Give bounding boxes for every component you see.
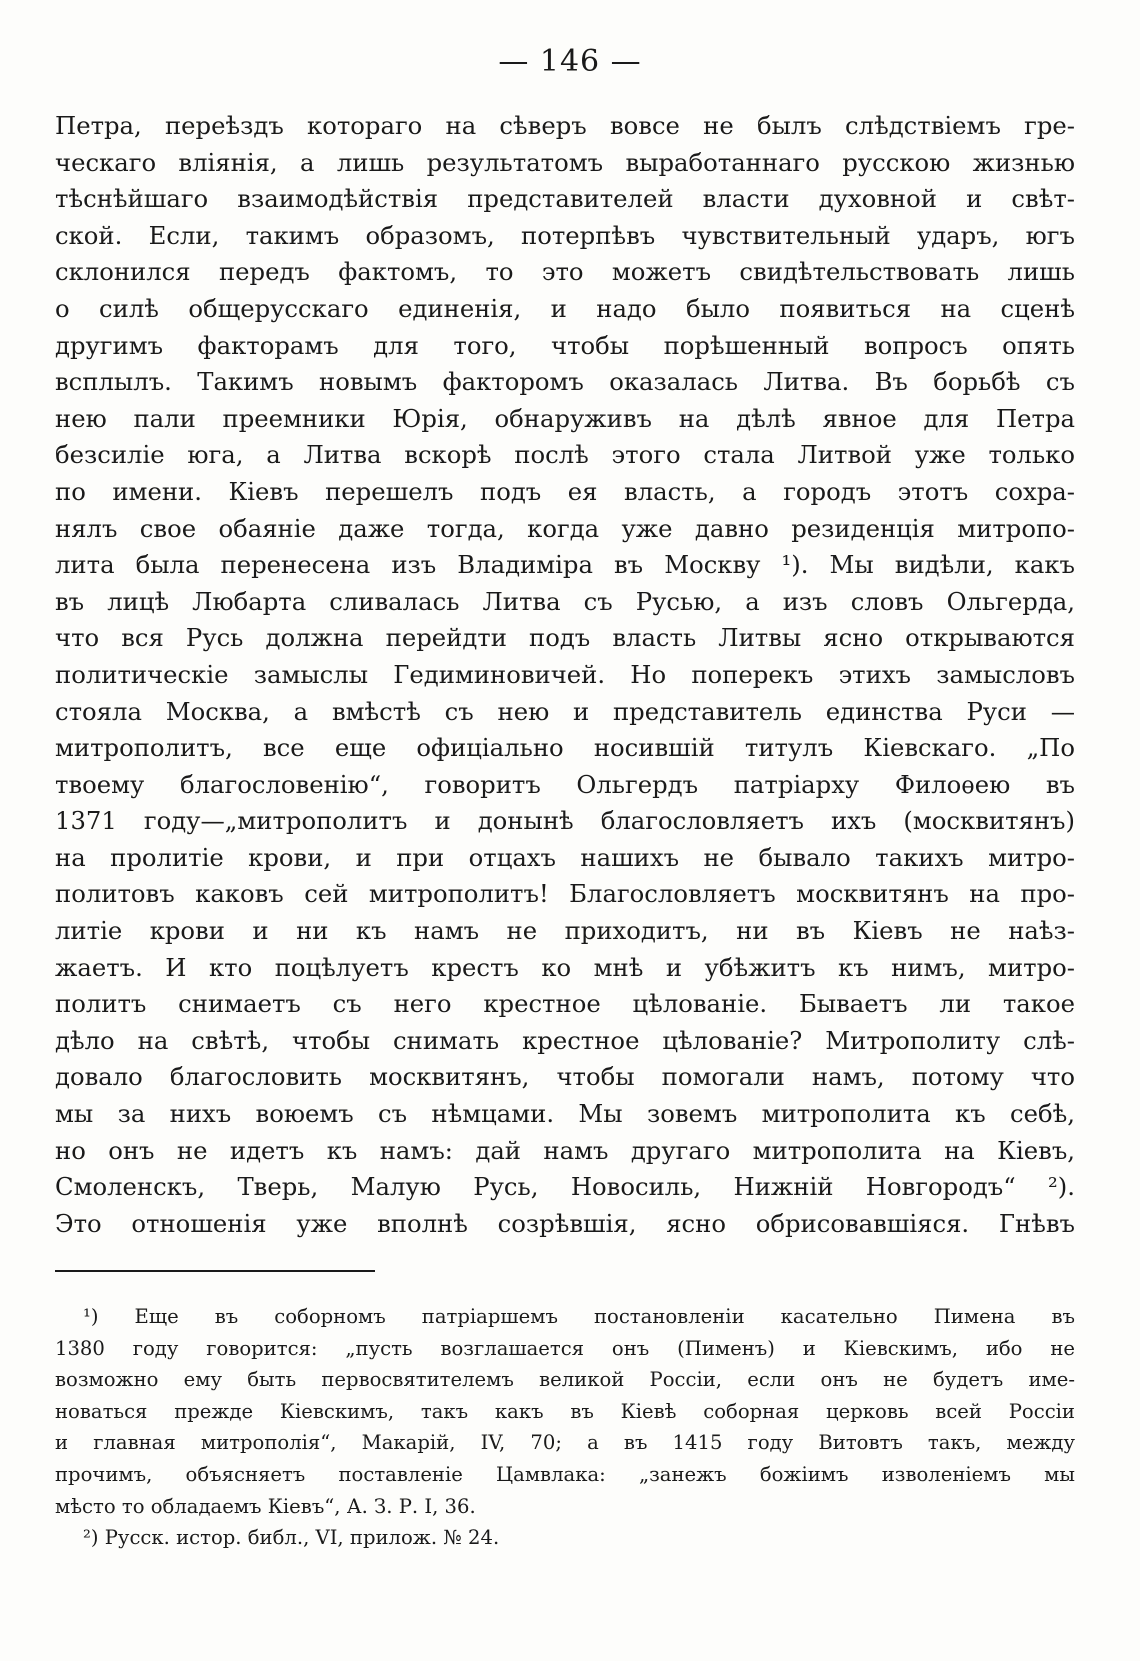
text-line: политовъ каковъ сей митрополитъ! Благословляетъ москвитянъ на про- [55,879,1075,909]
text-line: лита была перенесена изъ Владиміра въ Москву ¹). Мы видѣли, какъ [55,550,1075,580]
text-line: жаетъ. И кто поцѣлуетъ крестъ ко мнѣ и убѣжитъ къ нимъ, митро- [55,952,1075,982]
main-text [55,108,1075,1242]
page-number: — 146 — [498,44,642,79]
text-line: въ лицѣ Любарта сливалась Литва съ Русью, а изъ словъ Ольгерда, [55,586,1075,616]
text-line: ской. Если, такимъ образомъ, потерпѣвъ чувствительный ударъ, югъ [55,220,1075,250]
text-line: Смоленскъ, Тверь, Малую Русь, Новосиль, Нижній Новгородъ“ ²). [55,1172,1075,1202]
text-line: стояла Москва, а вмѣстѣ съ нею и представитель единства Руси — [55,696,1075,726]
text-line: политическіе замыслы Гедиминовичей. Но поперекъ этихъ замысловъ [55,659,1075,689]
text-line: 1371 году—„митрополитъ и донынѣ благословляетъ ихъ (москвитянъ) [55,806,1075,836]
text-line: тѣснѣйшаго взаимодѣйствія представителей власти духовной и свѣт- [55,184,1075,214]
text-line: литіе крови и ни къ намъ не приходитъ, ни въ Кіевъ не наѣз- [55,916,1075,946]
text-line: другимъ факторамъ для того, чтобы порѣшенный вопросъ опять [55,330,1075,360]
text-line: твоему благословенію“, говоритъ Ольгердъ патріарху Филоѳею въ [55,769,1075,799]
text-line: митрополитъ, все еще офиціально носившій титулъ Кіевскаго. „По [55,733,1075,763]
text-line: довало благословить москвитянъ, чтобы помогали намъ, потому что [55,1062,1075,1092]
footnote-line: новаться прежде Кіевскимъ, такъ какъ въ Кіевѣ соборная церковь всей Россіи [55,1399,1075,1423]
text-line: безсиліе юга, а Литва вскорѣ послѣ этого стала Литвой уже только [55,440,1075,470]
text-line: дѣло на свѣтѣ, чтобы снимать крестное цѣлованіе? Митрополиту слѣ- [55,1025,1075,1055]
footnote-line: и главная митрополія“, Макарій, IV, 70; а въ 1415 году Витовтъ такъ, между [55,1431,1075,1455]
footnote-line: возможно ему быть первосвятителемъ великой Россіи, если онъ не будетъ име- [55,1368,1075,1392]
text-line: склонился передъ фактомъ, то это можетъ свидѣтельствовать лишь [55,257,1075,287]
footnote-line: мѣсто то обладаемъ Кіевъ“, А. З. Р. I, 36. [55,1494,476,1518]
text-line: о силѣ общерусскаго единенія, и надо было появиться на сценѣ [55,293,1075,323]
text-line: Это отношенія уже вполнѣ созрѣвшія, ясно обрисовавшіяся. Гнѣвъ [55,1208,1075,1238]
footnote-line: 1380 году говорится: „пусть возглашается онъ (Пименъ) и Кіевскимъ, ибо не [55,1336,1075,1360]
text-line: Петра, переѣздъ котораго на сѣверъ вовсе не былъ слѣдствіемъ гре- [55,111,1075,140]
footnote-line: прочимъ, объясняетъ поставленіе Цамвлака: „занежъ божіимъ изволеніемъ мы [55,1462,1075,1486]
text-line: мы за нихъ воюемъ съ нѣмцами. Мы зовемъ митрополита къ себѣ, [55,1099,1075,1129]
text-line: политъ снимаетъ съ него крестное цѣлованіе. Бываетъ ли такое [55,989,1075,1019]
text-line: но онъ не идетъ къ намъ: дай намъ другаго митрополита на Кіевъ, [55,1135,1075,1165]
text-line: на пролитіе крови, и при отцахъ нашихъ не бывало такихъ митро- [55,842,1075,872]
text-line: по имени. Кіевъ перешелъ подъ ея власть, а городъ этотъ сохра- [55,476,1075,506]
text-line: нялъ свое обаяніе даже тогда, когда уже давно резиденція митропо- [55,513,1075,543]
footnote-line: ¹) Еще въ соборномъ патріаршемъ постановленіи касательно Пимена въ [83,1305,1075,1328]
footnote-line: ²) Русск. истор. библ., VI, прилож. № 24. [83,1526,500,1550]
text-line: ческаго вліянія, а лишь результатомъ выработаннаго русскою жизнью [55,147,1075,177]
text-line: всплылъ. Такимъ новымъ факторомъ оказалась Литва. Въ борьбѣ съ [55,367,1075,397]
footnotes [55,1301,1075,1554]
text-line: нею пали преемники Юрія, обнаруживъ на дѣлѣ явное для Петра [55,403,1075,433]
footnote-separator [55,1270,375,1272]
text-line: что вся Русь должна перейдти подъ власть Литвы ясно открываются [55,623,1075,653]
